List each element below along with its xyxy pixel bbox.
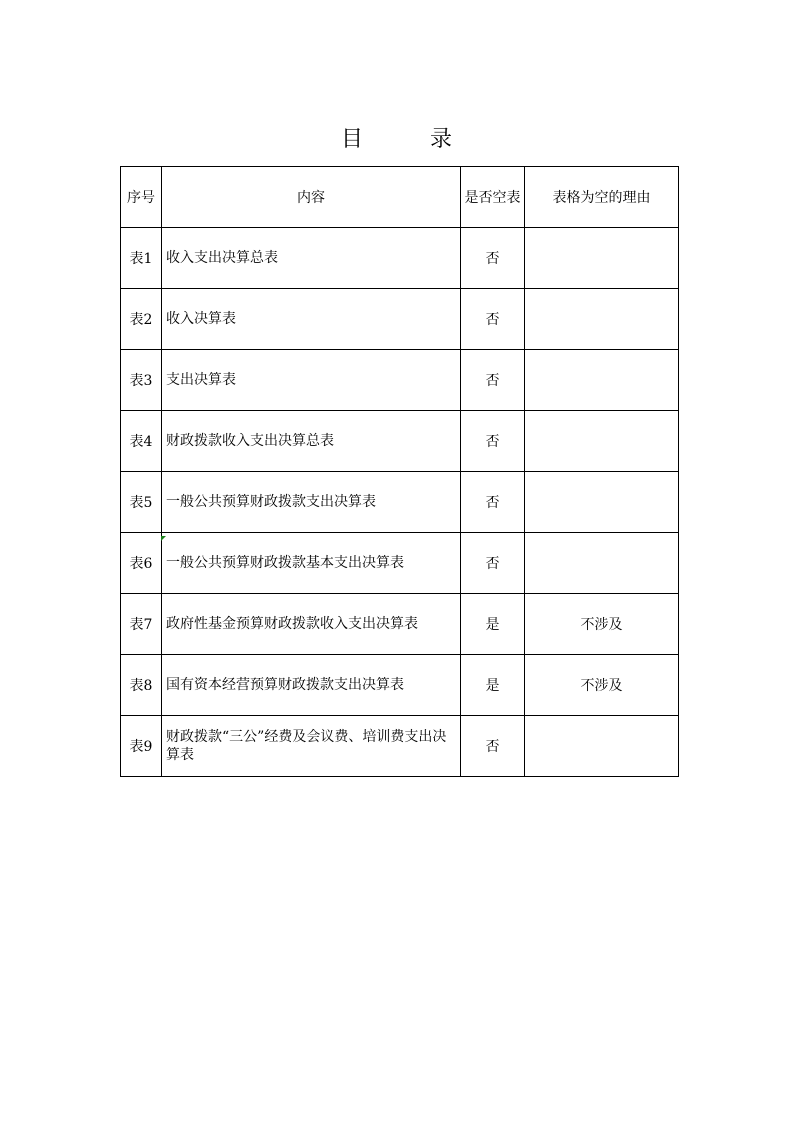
row-empty-flag: 是 [461, 594, 525, 655]
row-empty-flag: 否 [461, 289, 525, 350]
row-content: 一般公共预算财政拨款基本支出决算表 [162, 533, 461, 594]
table-row [121, 350, 679, 411]
contents-table [120, 166, 679, 777]
row-number: 表4 [121, 411, 162, 472]
page-title: 目 录 [341, 127, 482, 152]
cell-comment-marker-icon [161, 536, 166, 541]
row-number: 表3 [121, 350, 162, 411]
row-content: 收入支出决算总表 [162, 228, 461, 289]
header-content: 内容 [162, 167, 461, 228]
row-content: 政府性基金预算财政拨款收入支出决算表 [162, 594, 461, 655]
row-reason [525, 411, 679, 472]
table-row [121, 472, 679, 533]
table-row [121, 411, 679, 472]
row-number: 表7 [121, 594, 162, 655]
table-row [121, 533, 679, 594]
row-content: 支出决算表 [162, 350, 461, 411]
row-number: 表6 [121, 533, 162, 594]
row-empty-flag: 否 [461, 228, 525, 289]
header-empty: 是否空表 [461, 167, 525, 228]
header-no: 序号 [121, 167, 162, 228]
row-reason [525, 289, 679, 350]
row-reason: 不涉及 [525, 655, 679, 716]
row-empty-flag: 否 [461, 411, 525, 472]
table-row [121, 594, 679, 655]
row-empty-flag: 是 [461, 655, 525, 716]
row-content: 财政拨款收入支出决算总表 [162, 411, 461, 472]
table-row [121, 655, 679, 716]
row-content: 一般公共预算财政拨款支出决算表 [162, 472, 461, 533]
row-empty-flag: 否 [461, 350, 525, 411]
row-number: 表5 [121, 472, 162, 533]
table-row [121, 228, 679, 289]
row-empty-flag: 否 [461, 533, 525, 594]
row-reason [525, 533, 679, 594]
row-content: 收入决算表 [162, 289, 461, 350]
row-empty-flag: 否 [461, 716, 525, 777]
row-reason [525, 716, 679, 777]
table-row [121, 289, 679, 350]
row-empty-flag: 否 [461, 472, 525, 533]
table-header-row [121, 167, 679, 228]
row-reason [525, 472, 679, 533]
row-number: 表9 [121, 716, 162, 777]
row-content: 国有资本经营预算财政拨款支出决算表 [162, 655, 461, 716]
row-reason [525, 228, 679, 289]
row-content: 财政拨款“三公”经费及会议费、培训费支出决算表 [162, 716, 461, 777]
row-number: 表8 [121, 655, 162, 716]
header-reason: 表格为空的理由 [525, 167, 679, 228]
table-row [121, 716, 679, 777]
row-number: 表2 [121, 289, 162, 350]
row-reason [525, 350, 679, 411]
row-number: 表1 [121, 228, 162, 289]
row-reason: 不涉及 [525, 594, 679, 655]
